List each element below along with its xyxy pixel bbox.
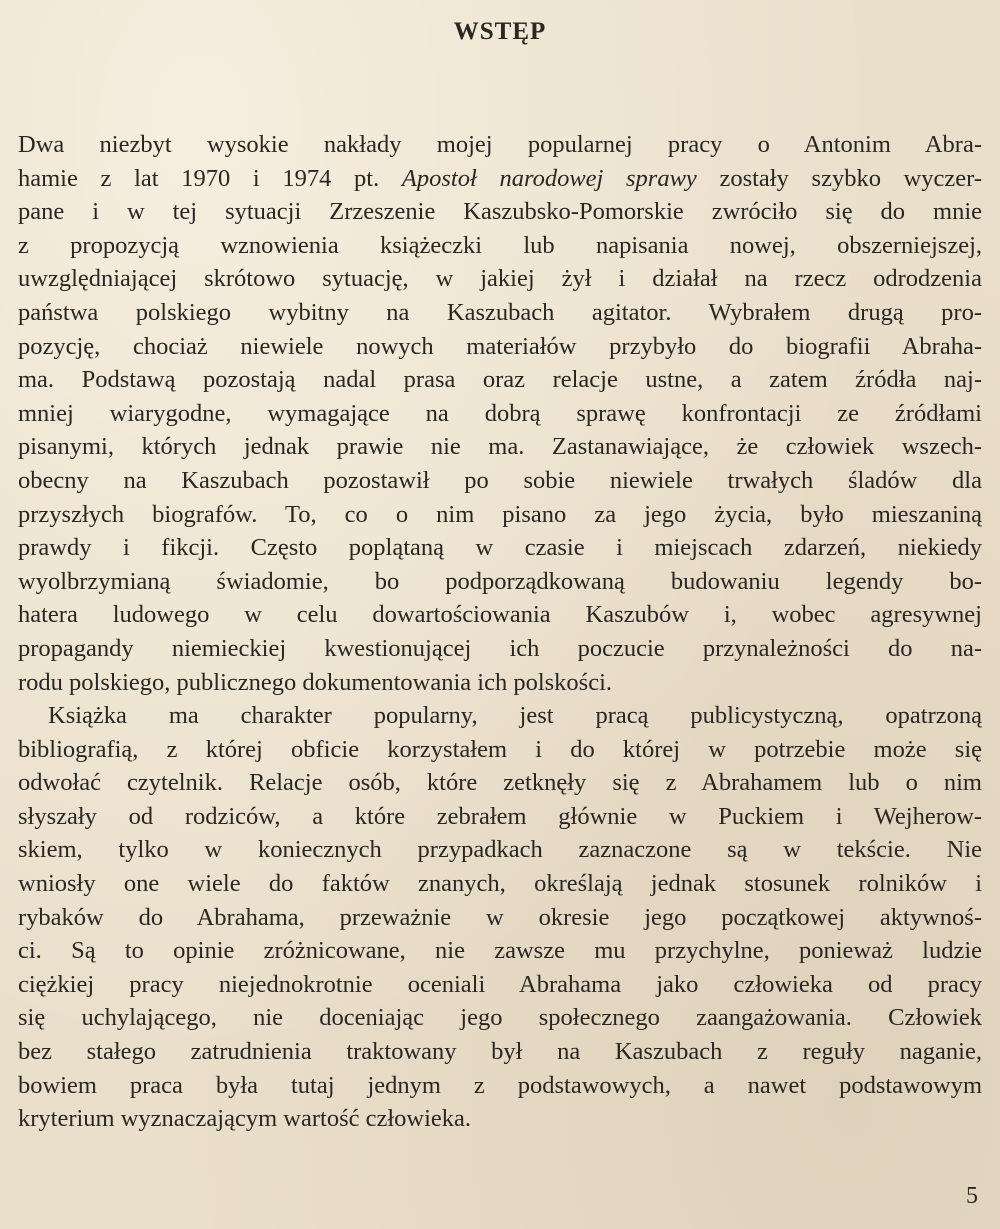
text-line-16: propagandy niemieckiej kwestionującej ich poczucie przynależności do na-: [18, 634, 982, 662]
text-line-26: ciężkiej pracy niejednokrotnie oceniali Abrahama jako człowieka od pracy: [18, 970, 982, 998]
book-title: Apostoł narodowej sprawy: [401, 164, 697, 192]
text-line-19: bibliografią, z której obficie korzystałem i do której w potrzebie może się: [18, 735, 982, 763]
text-line-3: pane i w tej sytuacji Zrzeszenie Kaszubsko-Pomorskie zwróciło się do mnie: [18, 198, 982, 226]
text-line-15: hatera ludowego w celu dowartościowania Kaszubów i, wobec agresywnej: [18, 601, 982, 629]
page-number: 5: [966, 1183, 978, 1209]
text-line-20: odwołać czytelnik. Relacje osób, które zetknęły się z Abrahamem lub o nim: [18, 769, 982, 797]
chapter-heading: WSTĘP: [453, 18, 547, 45]
text-line-30: kryterium wyznaczającym wartość człowieka.: [18, 1105, 472, 1133]
text-line-21: słyszały od rodziców, a które zebrałem głównie w Puckiem i Wejherow-: [18, 802, 982, 830]
text-line-23: wniosły one wiele do faktów znanych, określają jednak stosunek rolników i: [18, 870, 982, 898]
text-line-5: uwzględniającej skrótowo sytuację, w jakiej żył i działał na rzecz odrodzenia: [18, 265, 982, 293]
text-line-17: rodu polskiego, publicznego dokumentowania ich polskości.: [18, 668, 613, 696]
text-line-11: obecny na Kaszubach pozostawił po sobie niewiele trwałych śladów dla: [18, 466, 982, 494]
text-line-9: mniej wiarygodne, wymagające na dobrą sprawę konfrontacji ze źródłami: [18, 399, 982, 427]
text-line-7: pozycję, chociaż niewiele nowych materiałów przybyło do biografii Abraha-: [18, 332, 982, 360]
text-line-6: państwa polskiego wybitny na Kaszubach agitator. Wybrałem drugą pro-: [18, 298, 982, 326]
body-text: [18, 128, 982, 1136]
text-line-29: bowiem praca była tutaj jednym z podstawowych, a nawet podstawowym: [18, 1071, 982, 1099]
text-line-8: ma. Podstawą pozostają nadal prasa oraz relacje ustne, a zatem źródła naj-: [18, 366, 982, 394]
text-line-22: skiem, tylko w koniecznych przypadkach zaznaczone są w tekście. Nie: [18, 836, 982, 864]
text-line-25: ci. Są to opinie zróżnicowane, nie zawsze mu przychylne, ponieważ ludzie: [18, 937, 982, 965]
text-line-2: [18, 162, 982, 196]
text-line-18: Książka ma charakter popularny, jest pracą publicystyczną, opatrzoną: [48, 702, 982, 730]
text-line-13: prawdy i fikcji. Często poplątaną w czasie i miejscach zdarzeń, niekiedy: [18, 534, 982, 562]
text-line-2-part-1: hamie z lat 1970 i 1974 pt.: [18, 164, 380, 192]
text-line-12: przyszłych biografów. To, co o nim pisano za jego życia, było mieszaniną: [18, 500, 982, 528]
text-line-14: wyolbrzymianą świadomie, bo podporządkowaną budowaniu legendy bo-: [18, 567, 982, 595]
text-line-27: się uchylającego, nie doceniając jego społecznego zaangażowania. Człowiek: [18, 1004, 982, 1032]
text-line-1: Dwa niezbyt wysokie nakłady mojej popularnej pracy o Antonim Abra-: [18, 131, 982, 158]
text-line-2-part-2: zostały szybko wyczer-: [719, 164, 982, 192]
text-line-4: z propozycją wznowienia książeczki lub napisania nowej, obszerniejszej,: [18, 231, 982, 259]
text-line-10: pisanymi, których jednak prawie nie ma. Zastanawiające, że człowiek wszech-: [18, 433, 982, 461]
text-line-24: rybaków do Abrahama, przeważnie w okresie jego początkowej aktywnoś-: [18, 903, 982, 931]
text-line-28: bez stałego zatrudnienia traktowany był na Kaszubach z reguły naganie,: [18, 1038, 982, 1066]
